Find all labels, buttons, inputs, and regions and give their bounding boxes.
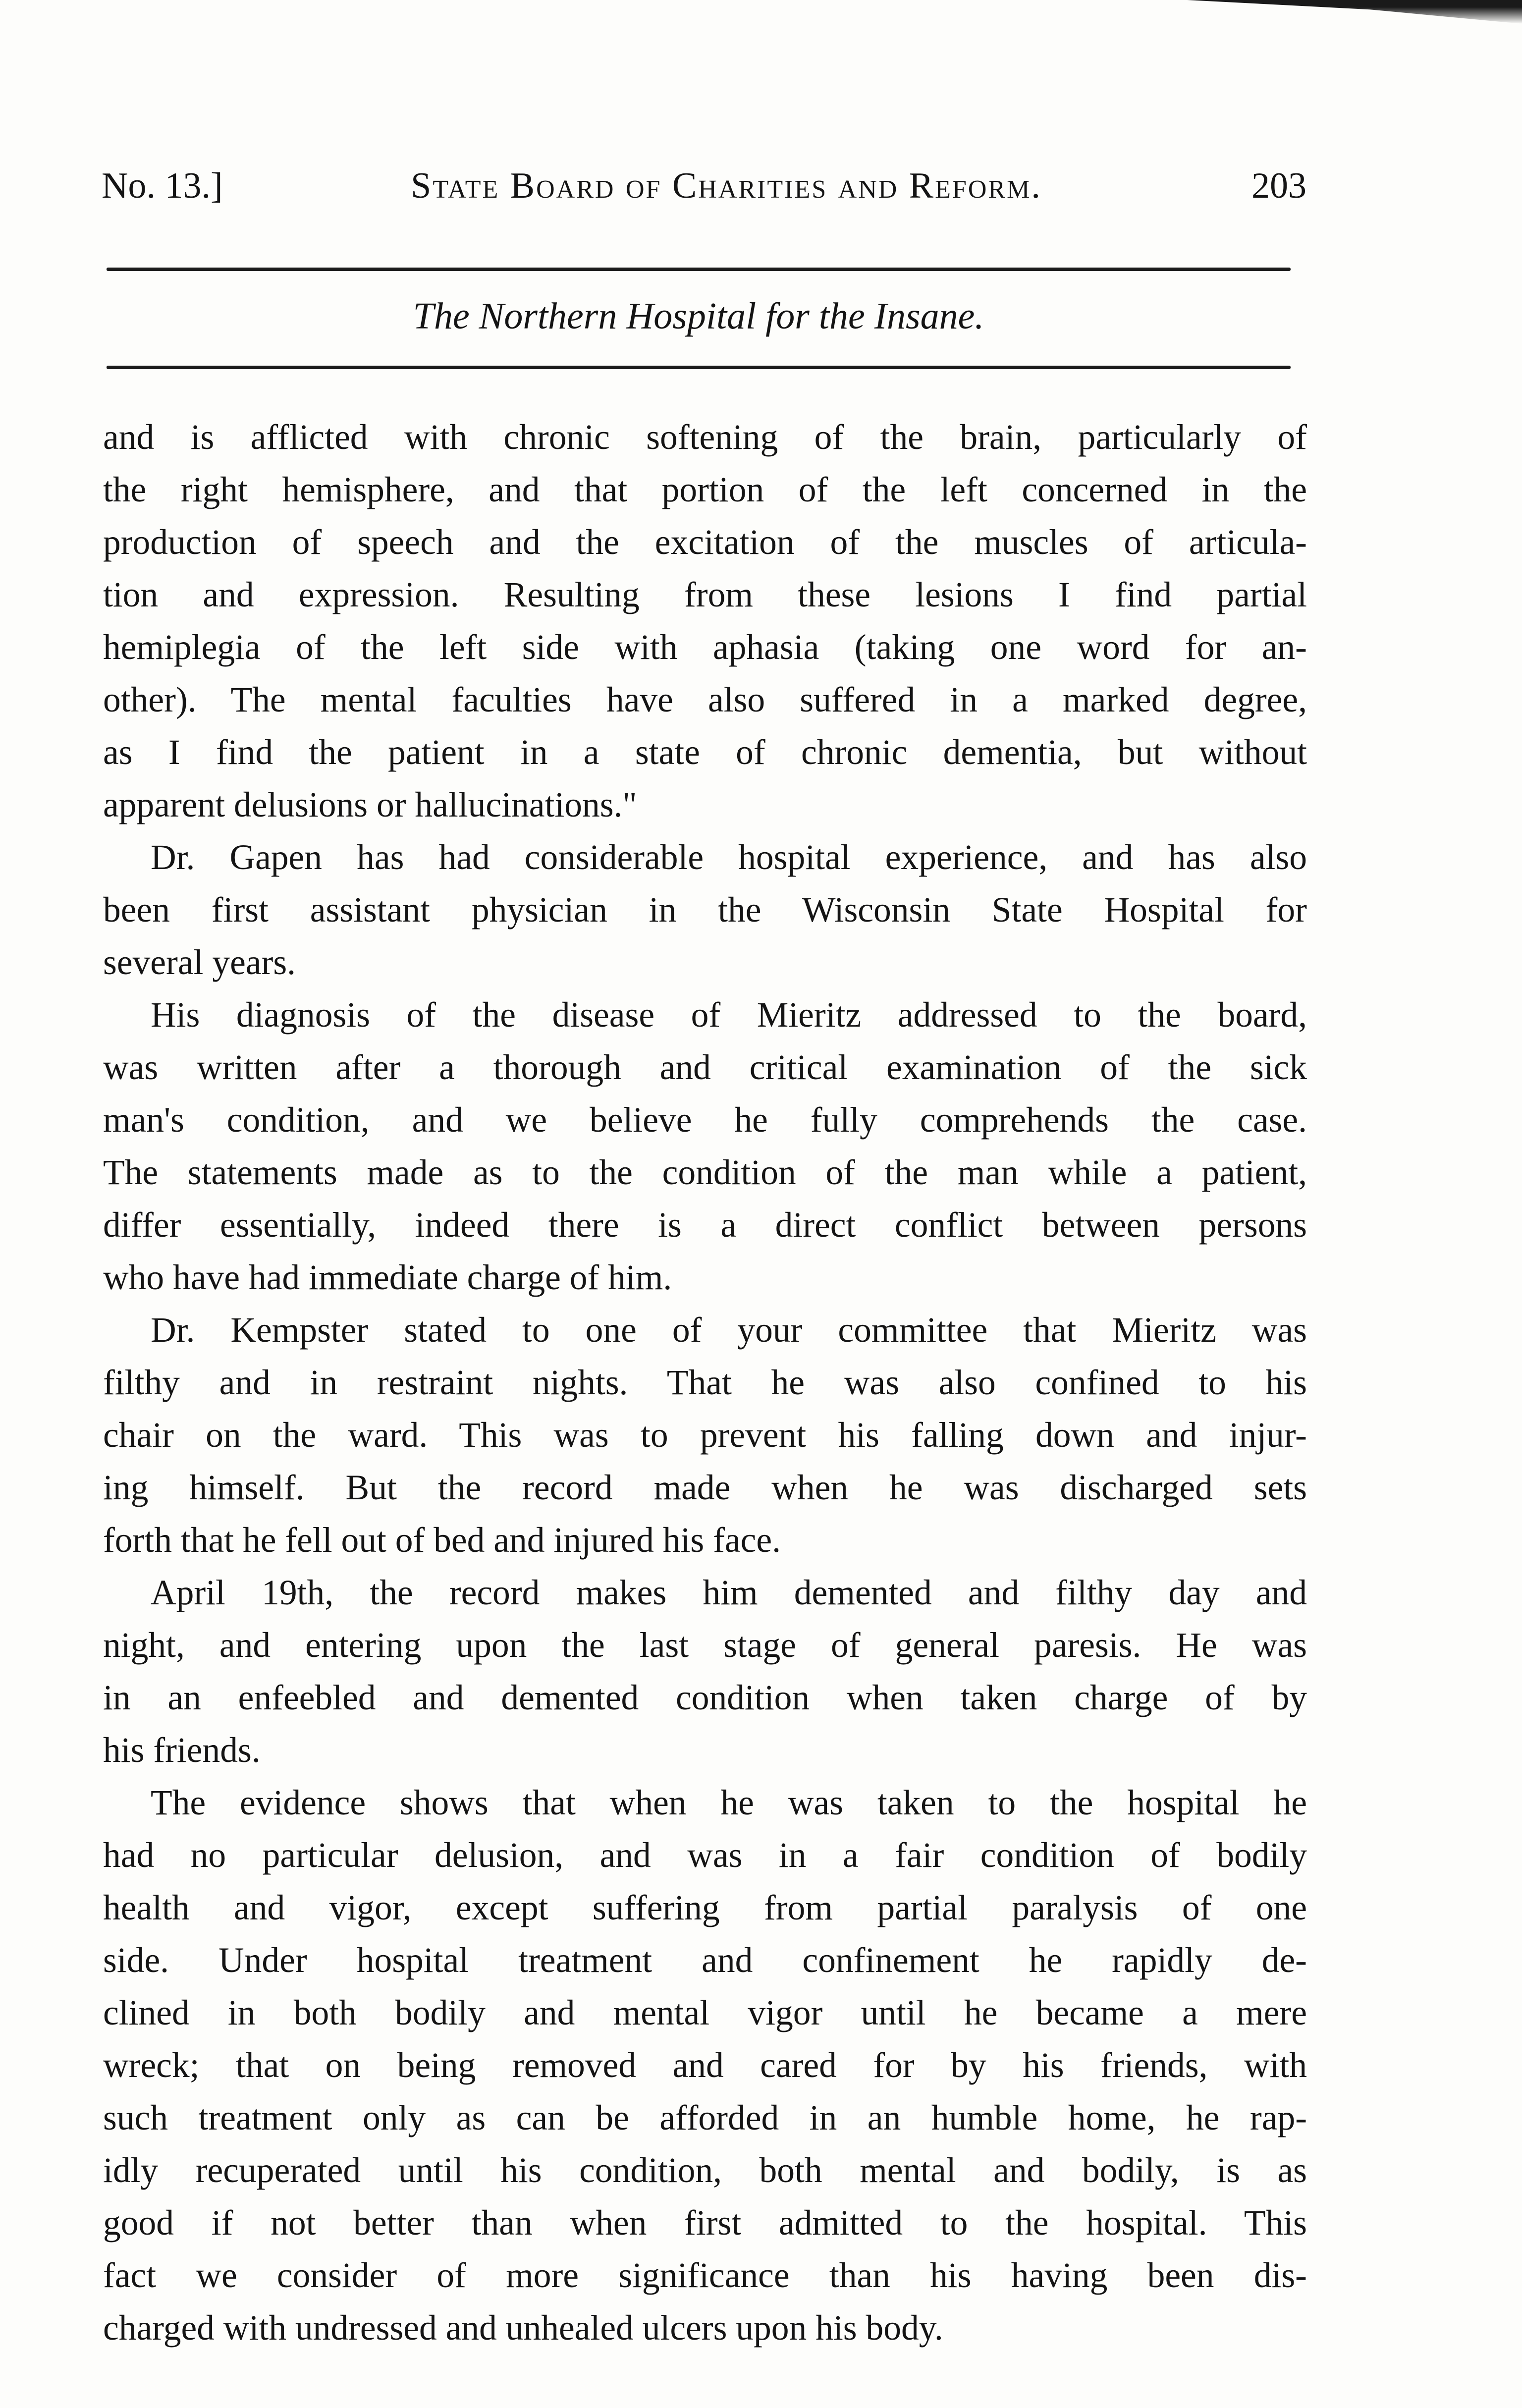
header-rule-top	[107, 268, 1291, 271]
text-line: several years.	[103, 943, 296, 982]
page-number: 203	[1251, 165, 1306, 206]
text-line: his friends.	[103, 1731, 261, 1770]
text-line: was written after a thorough and critical examination of the sick	[103, 1048, 1307, 1087]
text-line: fact we consider of more significance than his having been dis-	[103, 2256, 1307, 2295]
paragraph	[103, 411, 1307, 831]
text-line: man's condition, and we believe he fully comprehends the case.	[103, 1100, 1307, 1140]
paragraph	[103, 1567, 1307, 1777]
paragraph	[103, 1777, 1307, 2354]
text-line: such treatment only as can be afforded in an humble home, he rap-	[103, 2098, 1307, 2137]
scan-edge-shadow	[0, 0, 1522, 24]
text-line: chair on the ward. This was to prevent his falling down and injur-	[103, 1416, 1307, 1455]
text-line: clined in both bodily and mental vigor until he became a mere	[103, 1993, 1307, 2032]
text-line: Dr. Gapen has had considerable hospital experience, and has also	[151, 838, 1307, 877]
text-line: the right hemisphere, and that portion of the left concerned in the	[103, 470, 1307, 509]
paragraph	[103, 831, 1307, 989]
text-line: other). The mental faculties have also suffered in a marked degree,	[103, 680, 1307, 719]
text-line: good if not better than when first admitted to the hospital. This	[103, 2203, 1307, 2243]
text-line: been first assistant physician in the Wisconsin State Hospital for	[103, 890, 1307, 930]
text-line: tion and expression. Resulting from these lesions I find partial	[103, 575, 1307, 614]
text-line: health and vigor, except suffering from partial paralysis of one	[103, 1888, 1307, 1927]
body-text	[103, 411, 1307, 2354]
text-line: and is afflicted with chronic softening of the brain, particularly of	[103, 418, 1307, 457]
text-line: filthy and in restraint nights. That he was also confined to his	[103, 1363, 1307, 1402]
text-line: charged with undressed and unhealed ulcers upon his body.	[103, 2308, 943, 2348]
text-line: The statements made as to the condition of the man while a patient,	[103, 1153, 1307, 1192]
paragraph	[103, 1304, 1307, 1567]
text-line: differ essentially, indeed there is a direct conflict between persons	[103, 1205, 1307, 1245]
running-header	[102, 159, 1306, 213]
text-line: night, and entering upon the last stage of general paresis. He was	[103, 1626, 1307, 1665]
text-line: forth that he fell out of bed and injured his face.	[103, 1521, 781, 1560]
paragraph	[103, 989, 1307, 1304]
text-line: wreck; that on being removed and cared for by his friends, with	[103, 2046, 1307, 2085]
text-line: apparent delusions or hallucinations."	[103, 785, 637, 824]
publication-title: State Board of Charities and Reform.	[411, 165, 1042, 206]
text-line: who have had immediate charge of him.	[103, 1258, 672, 1297]
section-title: The Northern Hospital for the Insane.	[413, 295, 984, 337]
text-line: in an enfeebled and demented condition when taken charge of by	[103, 1678, 1307, 1717]
text-line: had no particular delusion, and was in a fair condition of bodily	[103, 1836, 1307, 1875]
text-line: idly recuperated until his condition, both mental and bodily, is as	[103, 2151, 1307, 2190]
text-line: production of speech and the excitation of the muscles of articula-	[103, 523, 1307, 562]
header-rule-bottom	[107, 366, 1291, 369]
text-line: His diagnosis of the disease of Mieritz addressed to the board,	[151, 995, 1307, 1035]
text-line: as I find the patient in a state of chronic dementia, but without	[103, 733, 1307, 772]
text-line: hemiplegia of the left side with aphasia (taking one word for an-	[103, 628, 1307, 667]
text-line: The evidence shows that when he was taken to the hospital he	[151, 1783, 1307, 1822]
text-line: side. Under hospital treatment and confinement he rapidly de-	[103, 1941, 1307, 1980]
text-line: Dr. Kempster stated to one of your committee that Mieritz was	[151, 1311, 1307, 1350]
text-line: April 19th, the record makes him demented and filthy day and	[151, 1573, 1307, 1612]
document-number: No. 13.]	[102, 165, 223, 206]
text-line: ing himself. But the record made when he was discharged sets	[103, 1468, 1307, 1507]
